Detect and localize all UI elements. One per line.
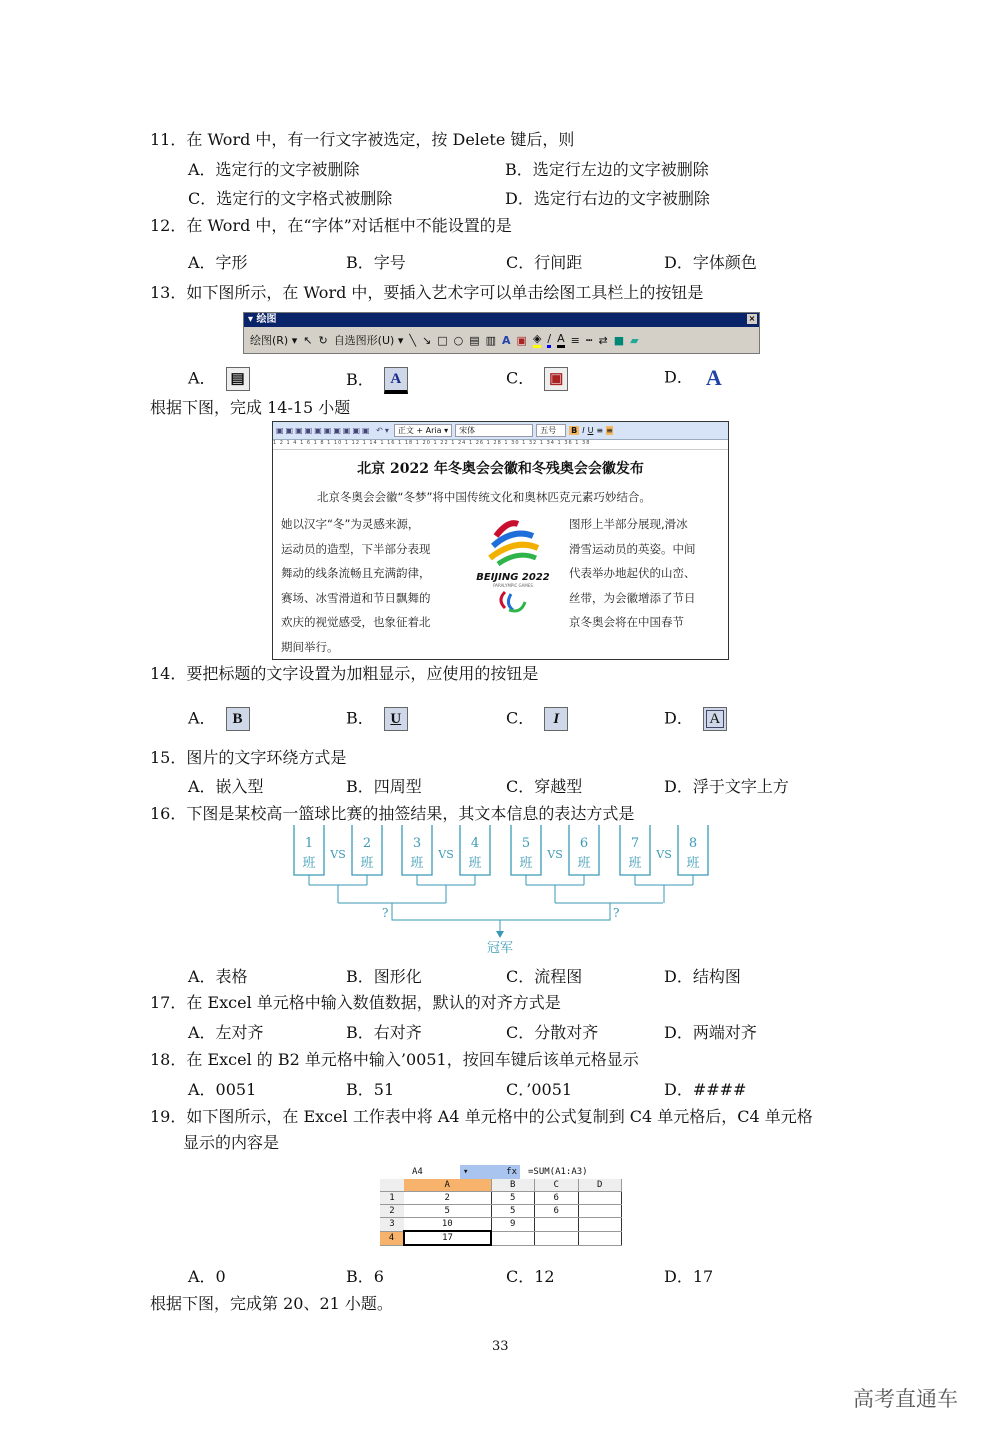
bold-icon: B	[226, 707, 250, 731]
q19-option-a: A．0	[188, 1267, 226, 1286]
word-screenshot	[272, 421, 729, 660]
formula-bar	[380, 1165, 622, 1179]
team-class-label: 班	[577, 856, 591, 871]
pointer-icon[interactable]: ↖	[303, 333, 313, 347]
team-class-label: 班	[686, 856, 700, 871]
underline-icon[interactable]: U	[587, 426, 594, 435]
row-header[interactable]: 2	[380, 1205, 404, 1218]
left-column	[281, 512, 431, 659]
q14-option-a	[188, 707, 250, 731]
rectangle-icon[interactable]: □	[437, 333, 448, 347]
q11-option-b: B．选定行左边的文字被删除	[505, 160, 709, 179]
ruler: 1 2 1 4 1 6 1 8 1 10 1 12 1 14 1 16 1 18 1 20 1 22 1 24 1 26 1 28 1 30 1 32 1 34 1 36 1 38	[273, 440, 728, 450]
line-icon[interactable]: ╲	[409, 333, 416, 347]
drawing-toolbar	[243, 312, 760, 354]
option-label: D．	[664, 367, 693, 387]
cell[interactable]	[578, 1218, 622, 1232]
dropdown-icon: ▾	[463, 1167, 469, 1177]
q12-option-b: B．字号	[346, 253, 406, 272]
team-number: 1	[304, 836, 314, 851]
text-line: 丝带，为会徽增添了节日	[569, 590, 696, 605]
team-number: 6	[579, 836, 589, 851]
row-header[interactable]: 1	[380, 1192, 404, 1205]
q11-option-a: A．选定行的文字被删除	[188, 160, 360, 179]
name-box[interactable]: A4	[412, 1167, 423, 1177]
team-number: 7	[630, 836, 640, 851]
option-label: B．	[346, 370, 374, 389]
q19-stem-cont: 显示的内容是	[183, 1133, 280, 1152]
text-line: 赛场、冰雪滑道和节日飘舞的	[281, 590, 431, 605]
rotate-icon[interactable]: ↻	[318, 333, 328, 347]
unknown-winner-label: ?	[382, 906, 389, 920]
clipart-icon[interactable]: ▣	[516, 333, 527, 347]
champion-label: 冠军	[486, 941, 514, 956]
q17-option-b: B．右对齐	[346, 1023, 422, 1042]
align-icon[interactable]: ≡	[596, 426, 604, 435]
text-line: 滑雪运动员的英姿。中间	[569, 541, 696, 556]
cell[interactable]	[578, 1231, 622, 1245]
cell[interactable]: 6	[535, 1192, 579, 1205]
arrow-icon[interactable]: ↘	[421, 333, 432, 347]
q12-stem: 12．在 Word 中，在“字体”对话框中不能设置的是	[150, 216, 512, 235]
q18-option-c: C．’0051	[506, 1080, 573, 1099]
cell[interactable]: 5	[491, 1205, 535, 1218]
team-class-label: 班	[468, 856, 482, 871]
clipart-icon: ▣	[544, 367, 568, 391]
line-style-icon[interactable]: ≡	[570, 333, 580, 347]
option-label: A．	[188, 368, 216, 388]
team-number: 2	[362, 836, 372, 851]
q16-option-b: B．图形化	[346, 967, 422, 986]
q18-option-b: B．51	[346, 1080, 395, 1099]
q14-option-c	[506, 707, 568, 731]
spreadsheet-grid	[380, 1179, 622, 1246]
text-line: 欢庆的视觉感受，也象征着北	[281, 615, 431, 629]
text-line: 图形上半部分展现,滑冰	[569, 517, 688, 531]
q14-stem: 14．要把标题的文字设置为加粗显示，应使用的按钮是	[150, 664, 539, 683]
q17-option-d: D．两端对齐	[664, 1023, 757, 1042]
q13-option-b	[346, 367, 408, 394]
font-select[interactable]: 宋体	[455, 424, 533, 437]
paralympic-agitos-icon	[495, 588, 531, 614]
team-class-label: 班	[302, 856, 316, 871]
fx-button[interactable]	[460, 1165, 520, 1179]
line-color-icon[interactable]: ∕	[547, 332, 551, 348]
q14-option-d	[664, 707, 727, 731]
style-select[interactable]: 正文 + Aria ▾	[394, 424, 452, 437]
cell[interactable]: 5	[491, 1192, 535, 1205]
table-row	[380, 1205, 622, 1218]
logo-emblem-icon	[478, 518, 548, 568]
team-number: 3	[412, 836, 422, 851]
wordart-icon: A	[705, 365, 722, 390]
cell[interactable]: 10	[404, 1218, 491, 1232]
q17-option-c: C．分散对齐	[506, 1023, 599, 1042]
column-header[interactable]: A	[404, 1179, 491, 1192]
option-label: D．	[664, 708, 693, 728]
toolbar-title: 绘图	[256, 314, 277, 325]
vs-label: VS	[656, 848, 672, 861]
word-toolbar	[273, 422, 728, 440]
watermark: 高考直通车	[853, 1387, 958, 1411]
toolbar-buttons-icon: ▣▣▣▣▣▣▣▣▣▣ ↶▾	[276, 426, 391, 435]
cell[interactable]: 5	[404, 1205, 491, 1218]
vertical-textbox-icon[interactable]: ▥	[485, 333, 497, 347]
oval-icon[interactable]: ○	[453, 333, 464, 347]
q18-option-d: D．####	[664, 1080, 747, 1099]
cell[interactable]: 6	[535, 1205, 579, 1218]
cell[interactable]	[578, 1192, 622, 1205]
arrow-style-icon[interactable]: ⇄	[598, 333, 608, 347]
q13-option-c	[506, 367, 568, 391]
arrow-down-icon	[496, 931, 504, 938]
option-label: A．	[188, 708, 216, 728]
textbox-icon[interactable]: ▤	[469, 333, 480, 347]
text-line: 舞动的线条流畅且充满韵律，	[281, 566, 431, 580]
text-line: 代表举办地起伏的山峦、	[569, 566, 696, 580]
vs-label: VS	[330, 848, 346, 861]
column-header[interactable]: B	[491, 1179, 535, 1192]
excel-screenshot	[380, 1165, 622, 1246]
toolbar-titlebar: ▾ 绘图 ×	[244, 313, 759, 327]
bracket-line	[392, 903, 610, 920]
q11-stem: 11．在 Word 中，有一行文字被选定，按 Delete 键后，则	[150, 130, 575, 149]
logo-text: BEIJING 2022	[476, 572, 550, 583]
intro-14-15: 根据下图，完成 14-15 小题	[150, 398, 351, 417]
q16-option-a: A．表格	[188, 967, 248, 986]
shadow-icon[interactable]: ■	[613, 333, 625, 347]
justify-icon[interactable]: ≡	[606, 426, 613, 435]
autoshape-menu[interactable]: 自选图形(U) ▾	[333, 334, 404, 347]
cell[interactable]	[535, 1231, 579, 1245]
q13-option-a	[188, 367, 250, 391]
q16-option-c: C．流程图	[506, 967, 583, 986]
q17-option-a: A．左对齐	[188, 1023, 264, 1042]
q11-option-d: D．选定行右边的文字被删除	[505, 189, 710, 208]
column-header[interactable]: C	[535, 1179, 579, 1192]
character-border-icon: A	[703, 707, 727, 731]
vs-label: VS	[438, 848, 454, 861]
right-column	[569, 512, 696, 635]
option-label: C．	[506, 368, 535, 388]
q12-option-d: D．字体颜色	[664, 253, 757, 272]
table-row	[380, 1218, 622, 1232]
q15-option-b: B．四周型	[346, 777, 422, 796]
team-number: 4	[470, 836, 480, 851]
cell[interactable]	[535, 1218, 579, 1232]
q12-option-c: C．行间距	[506, 253, 583, 272]
team-number: 8	[688, 836, 698, 851]
table-row	[380, 1231, 622, 1245]
text-line: 京冬奥会将在中国春节	[569, 615, 684, 629]
option-label: C．	[506, 708, 535, 728]
3d-icon[interactable]: ▰	[630, 333, 639, 347]
bold-icon[interactable]: B	[571, 426, 578, 435]
q13-stem: 13．如下图所示，在 Word 中，要插入艺术字可以单击绘图工具栏上的按钮是	[150, 283, 704, 302]
row-header[interactable]: 4	[380, 1231, 404, 1245]
q16-option-d: D．结构图	[664, 967, 741, 986]
q19-option-d: D．17	[664, 1267, 714, 1286]
cell[interactable]: 9	[491, 1218, 535, 1232]
dash-style-icon[interactable]: ┅	[585, 333, 593, 347]
formula-input[interactable]: =SUM(A1:A3)	[528, 1167, 588, 1177]
option-label: B．	[346, 708, 374, 728]
size-select[interactable]: 五号	[536, 424, 566, 437]
row-header[interactable]: 3	[380, 1218, 404, 1232]
q12-option-a: A．字形	[188, 253, 248, 272]
bracket-diagram	[280, 825, 720, 960]
underline-icon: U	[384, 707, 408, 731]
q15-option-d: D．浮于文字上方	[664, 777, 789, 796]
logo-subtext: PARALYMPIC GAMES	[493, 583, 533, 588]
draw-menu[interactable]: 绘图(R) ▾	[250, 334, 298, 347]
fx-icon: fx	[506, 1167, 517, 1177]
font-color-icon: A	[384, 367, 408, 394]
q14-option-b	[346, 707, 408, 731]
doc-paragraph: 北京冬奥会会徽“冬梦”将中国传统文化和奥林匹克元素巧妙结合。	[317, 490, 651, 504]
q19-option-b: B．6	[346, 1267, 384, 1286]
q15-option-a: A．嵌入型	[188, 777, 264, 796]
text-line: 运动员的造型，下半部分表现	[281, 541, 431, 556]
q11-option-c: C．选定行的文字格式被删除	[188, 189, 393, 208]
textbox-icon: ▤	[226, 367, 250, 391]
close-icon[interactable]: ×	[748, 314, 756, 323]
italic-icon[interactable]: I	[582, 426, 585, 435]
q15-stem: 15．图片的文字环绕方式是	[150, 748, 347, 767]
cell[interactable]	[578, 1205, 622, 1218]
cell[interactable]	[491, 1231, 535, 1245]
team-class-label: 班	[410, 856, 424, 871]
team-number: 5	[521, 836, 531, 851]
fill-color-icon[interactable]: ◈	[533, 332, 541, 348]
cell[interactable]: 2	[404, 1192, 491, 1205]
team-class-label: 班	[519, 856, 533, 871]
q17-stem: 17．在 Excel 单元格中输入数值数据，默认的对齐方式是	[150, 993, 561, 1012]
q15-option-c: C．穿越型	[506, 777, 583, 796]
italic-icon: I	[544, 707, 568, 731]
text-line: 期间举行。	[281, 639, 339, 654]
corner-cell	[380, 1179, 404, 1192]
q19-option-c: C．12	[506, 1267, 555, 1286]
q13-option-d	[664, 367, 725, 389]
cell[interactable]: 17	[404, 1231, 491, 1245]
doc-title: 北京 2022 年冬奥会会徽和冬残奥会会徽发布	[357, 461, 644, 477]
vs-label: VS	[547, 848, 563, 861]
font-color-icon[interactable]: A	[557, 332, 565, 348]
q19-stem: 19．如下图所示，在 Excel 工作表中将 A4 单元格中的公式复制到 C4 单元格后，C4 单元格	[150, 1107, 813, 1126]
page-number: 33	[492, 1339, 509, 1354]
beijing-2022-logo	[468, 518, 558, 628]
text-line: 她以汉字“冬”为灵感来源，	[281, 517, 420, 531]
column-header[interactable]: D	[578, 1179, 622, 1192]
table-row	[380, 1192, 622, 1205]
team-class-label: 班	[628, 856, 642, 871]
q18-stem: 18．在 Excel 的 B2 单元格中输入’0051，按回车键后该单元格显示	[150, 1050, 639, 1069]
intro-20-21: 根据下图，完成第 20、21 小题。	[150, 1294, 393, 1313]
q16-stem: 16．下图是某校高一篮球比赛的抽签结果，其文本信息的表达方式是	[150, 804, 635, 823]
unknown-winner-label: ?	[613, 906, 620, 920]
team-class-label: 班	[360, 856, 374, 871]
wordart-icon[interactable]: A	[502, 333, 511, 347]
q18-option-a: A．0051	[188, 1080, 257, 1099]
column-header-row	[380, 1179, 622, 1192]
